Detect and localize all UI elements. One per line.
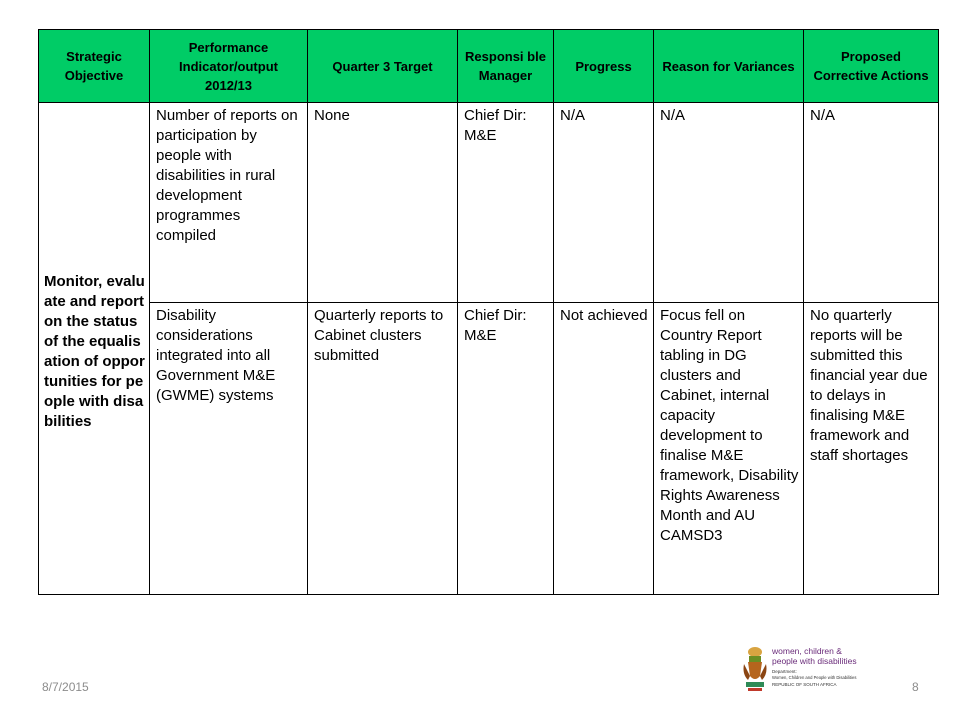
target-cell: Quarterly reports to Cabinet clusters submitted — [308, 303, 458, 595]
manager-cell: Chief Dir: M&E — [458, 303, 554, 595]
indicator-cell: Disability considerations integrated into all Government M&E (GWME) systems — [150, 303, 308, 595]
header-row — [39, 30, 939, 103]
table-row — [39, 103, 939, 303]
reason-cell: N/A — [654, 103, 804, 303]
footer-date: 8/7/2015 — [42, 680, 89, 694]
header-corrective-actions: Proposed Corrective Actions — [804, 30, 939, 103]
logo-text-line2: people with disabilities — [772, 656, 857, 666]
target-cell: None — [308, 103, 458, 303]
header-progress: Progress — [554, 30, 654, 103]
page-number: 8 — [912, 680, 919, 694]
reason-cell: Focus fell on Country Report tabling in DG clusters and Cabinet, internal capacity development to finalise M&E framework, Disability Rights Awareness Month and AU CAMSD3 — [654, 303, 804, 595]
department-logo — [742, 642, 870, 694]
actions-cell: No quarterly reports will be submitted this financial year due to delays in finalising M&E framework and staff shortages — [804, 303, 939, 595]
progress-cell: N/A — [554, 103, 654, 303]
logo-text-line5: REPUBLIC OF SOUTH AFRICA — [772, 682, 837, 687]
progress-cell: Not achieved — [554, 303, 654, 595]
logo-text-line4: Women, Children and People with Disabilities — [772, 675, 857, 680]
header-performance-indicator: Performance Indicator/output 2012/13 — [150, 30, 308, 103]
header-quarter-target: Quarter 3 Target — [308, 30, 458, 103]
actions-cell: N/A — [804, 103, 939, 303]
performance-table — [38, 29, 939, 595]
logo-text-line1: women, children & — [772, 646, 842, 656]
header-reason-for-variances: Reason for Variances — [654, 30, 804, 103]
logo-text-line3: Department: — [772, 669, 797, 674]
manager-cell: Chief Dir: M&E — [458, 103, 554, 303]
indicator-cell: Number of reports on participation by people with disabilities in rural development programmes compiled — [150, 103, 308, 303]
header-responsible-manager: Responsi ble Manager — [458, 30, 554, 103]
strategic-objective-cell: Monitor, evaluate and report on the status of the equalisation of opportunities for people with disabilities — [39, 103, 150, 595]
table-row — [39, 303, 939, 595]
header-strategic-objective: Strategic Objective — [39, 30, 150, 103]
